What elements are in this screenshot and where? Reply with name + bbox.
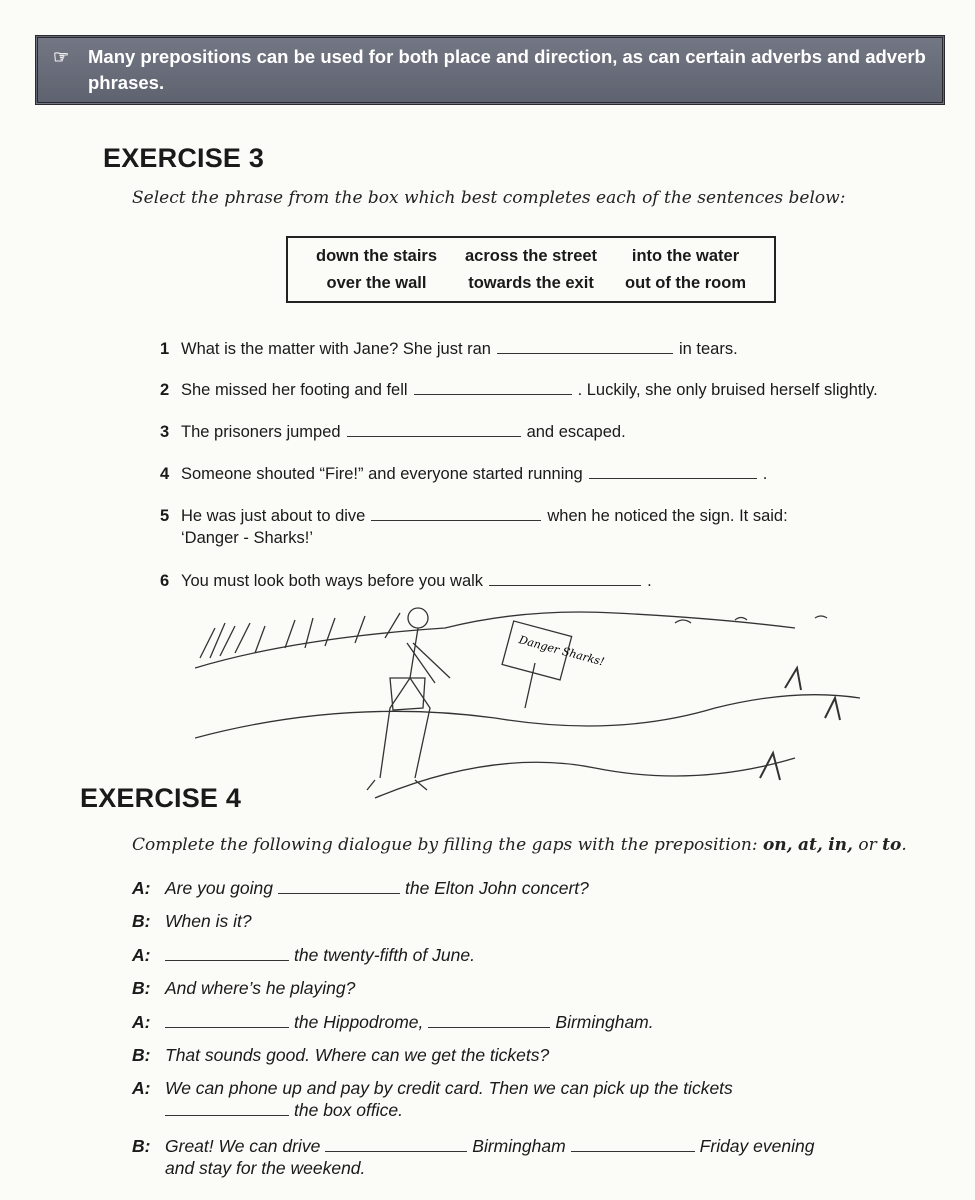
option: in, xyxy=(828,835,853,855)
line-text: Are you going xyxy=(165,878,273,898)
dialogue-line xyxy=(132,944,932,966)
sentence-text: in tears. xyxy=(678,340,738,358)
line-text: the twenty-fifth of June. xyxy=(294,945,475,965)
note-text: Many prepositions can be used for both place and direction, as can certain adverbs and adverb phrases. xyxy=(88,46,926,93)
dialogue-line xyxy=(132,977,932,999)
phrase: into the water xyxy=(631,246,740,265)
answer-blank[interactable] xyxy=(278,880,400,894)
line-text: the Elton John concert? xyxy=(405,878,589,898)
sentence-number: 3 xyxy=(160,423,170,441)
answer-blank[interactable] xyxy=(428,1014,550,1028)
sentence-number: 2 xyxy=(160,381,170,399)
sentence xyxy=(160,463,960,485)
speaker: A: xyxy=(132,1078,151,1098)
sentence-text: . xyxy=(762,465,768,483)
instruction-text: or xyxy=(852,835,883,855)
dialogue-line xyxy=(132,1077,932,1121)
sentence xyxy=(160,379,960,401)
sentence xyxy=(160,421,960,443)
dialogue-line xyxy=(132,910,932,932)
phrase: across the street xyxy=(464,246,598,265)
sentence-number: 5 xyxy=(160,507,170,525)
phrase: down the stairs xyxy=(315,246,438,265)
answer-blank[interactable] xyxy=(165,1014,289,1028)
answer-blank[interactable] xyxy=(489,572,641,586)
option: on, xyxy=(762,835,793,855)
answer-blank[interactable] xyxy=(165,1102,289,1116)
answer-blank[interactable] xyxy=(325,1138,467,1152)
speaker: A: xyxy=(132,945,151,965)
answer-blank[interactable] xyxy=(589,465,757,479)
note-banner xyxy=(35,35,945,105)
answer-blank[interactable] xyxy=(497,340,673,354)
sentence-text: ‘Danger - Sharks!’ xyxy=(181,529,314,547)
sentence-text: . xyxy=(647,572,652,590)
sentence xyxy=(160,505,960,549)
sentence-text: Someone shouted “Fire!” and everyone started running xyxy=(181,465,583,483)
sign-text: Danger Sharks! xyxy=(517,633,606,669)
sentence xyxy=(160,570,960,592)
line-text: Great! We can drive xyxy=(165,1136,321,1156)
sentence-number: 1 xyxy=(160,340,170,358)
dialogue-line xyxy=(132,877,932,899)
pointing-hand-icon: ☞ xyxy=(53,47,70,67)
answer-blank[interactable] xyxy=(165,947,289,961)
line-text: We can phone up and pay by credit card. Then we can pick up the tickets xyxy=(165,1078,733,1098)
instruction-text: . xyxy=(901,835,907,855)
answer-blank[interactable] xyxy=(371,507,541,521)
line-text: That sounds good. Where can we get the tickets? xyxy=(165,1045,550,1065)
phrase: out of the room xyxy=(625,273,747,292)
sentence-text: What is the matter with Jane? She just ran xyxy=(181,340,491,358)
sentence-text: when he noticed the sign. It said: xyxy=(547,507,788,525)
option: to xyxy=(882,835,902,855)
sentence xyxy=(160,338,960,360)
sentence-text: She missed her footing and fell xyxy=(181,381,408,399)
phrase-box xyxy=(286,236,776,303)
line-text: and stay for the weekend. xyxy=(165,1158,366,1178)
exercise-4-instruction xyxy=(132,835,907,855)
phrase: over the wall xyxy=(326,273,427,292)
line-text: the Hippodrome, xyxy=(294,1012,424,1032)
exercise-3-instruction: Select the phrase from the box which best completes each of the sentences below: xyxy=(132,188,846,208)
answer-blank[interactable] xyxy=(414,381,572,395)
line-text: Friday evening xyxy=(699,1136,815,1156)
exercise-3-title: EXERCISE 3 xyxy=(103,143,265,173)
speaker: B: xyxy=(132,978,151,998)
speaker: B: xyxy=(132,1045,151,1065)
speaker: A: xyxy=(132,878,151,898)
line-text: the box office. xyxy=(294,1100,403,1120)
line-text: And where’s he playing? xyxy=(165,978,356,998)
speaker: B: xyxy=(132,911,151,931)
dialogue-line xyxy=(132,1044,932,1066)
sentence-text: and escaped. xyxy=(526,423,626,441)
sentence-number: 6 xyxy=(160,572,170,590)
sentence-text: . Luckily, she only bruised herself slightly. xyxy=(577,381,878,399)
line-text: When is it? xyxy=(165,911,252,931)
sentence-text: The prisoners jumped xyxy=(181,423,341,441)
exercise-4-title: EXERCISE 4 xyxy=(80,783,242,813)
sentence-number: 4 xyxy=(160,465,170,483)
speaker: A: xyxy=(132,1012,151,1032)
answer-blank[interactable] xyxy=(571,1138,695,1152)
line-text: Birmingham. xyxy=(555,1012,654,1032)
dialogue-line xyxy=(132,1011,932,1033)
sentence-text: He was just about to dive xyxy=(181,507,366,525)
beach-shark-illustration xyxy=(195,598,860,808)
phrase: towards the exit xyxy=(468,273,594,292)
sentence-text: You must look both ways before you walk xyxy=(181,572,484,590)
instruction-text: Complete the following dialogue by filling the gaps with the preposition: xyxy=(132,835,763,855)
answer-blank[interactable] xyxy=(347,423,521,437)
line-text: Birmingham xyxy=(472,1136,566,1156)
speaker: B: xyxy=(132,1136,151,1156)
dialogue-line xyxy=(132,1135,932,1179)
option: at, xyxy=(798,835,823,855)
